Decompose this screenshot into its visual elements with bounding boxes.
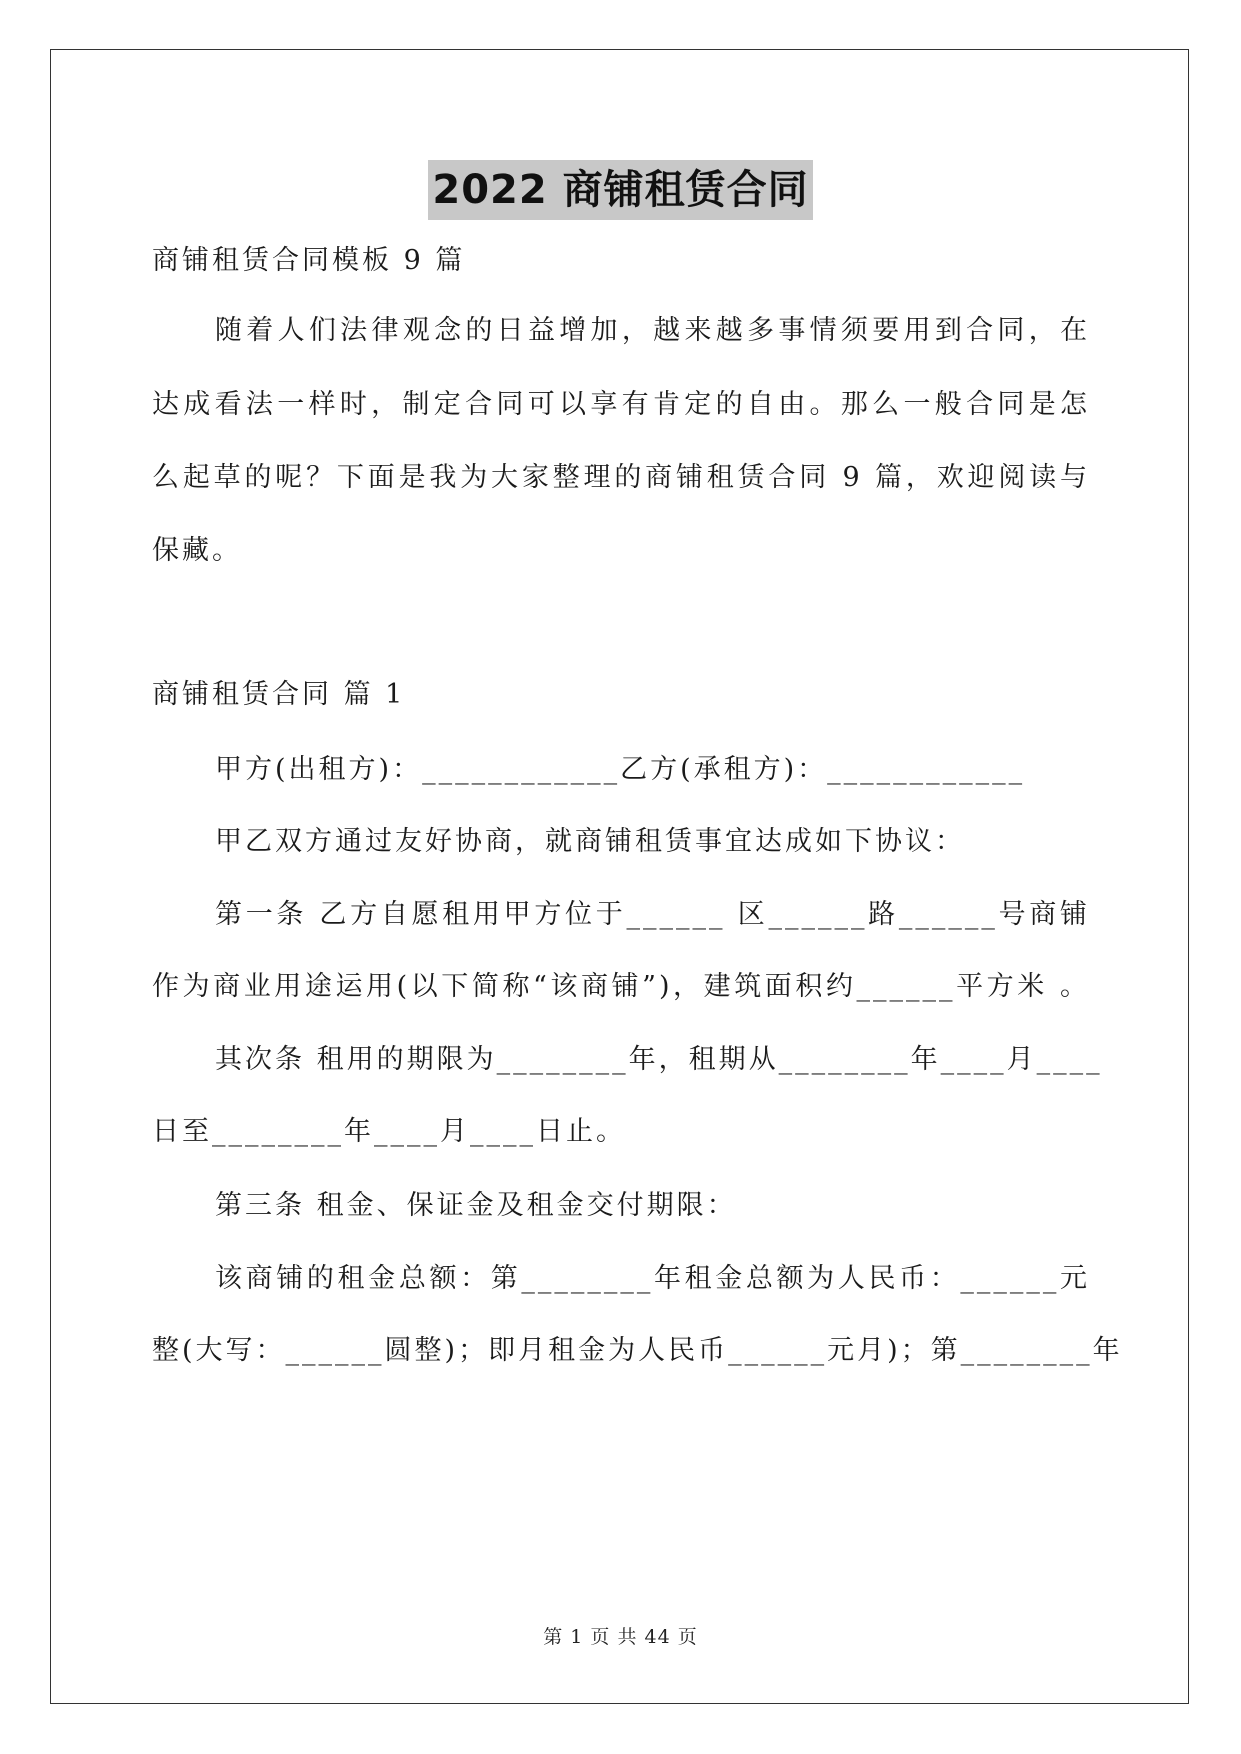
intro-line-1: 随着人们法律观念的日益增加，越来越多事情须要用到合同，在	[215, 315, 1090, 346]
document-title-text: 2022 商铺租赁合同	[428, 160, 812, 220]
contract-parties-line: 甲方(出租方)：____________乙方(承租方)：____________	[215, 754, 1026, 785]
article-3-heading: 第三条 租金、保证金及租金交付期限：	[215, 1190, 737, 1221]
section-heading: 商铺租赁合同 篇 1	[152, 679, 406, 710]
intro-line-4: 保藏。	[152, 535, 242, 566]
intro-line-2: 达成看法一样时，制定合同可以享有肯定的自由。那么一般合同是怎	[152, 389, 1090, 420]
document-title	[0, 160, 1241, 220]
article-1-line-1: 第一条 乙方自愿租用甲方位于______ 区______路______号商铺	[215, 899, 1090, 930]
page-number: 第 1 页 共 44 页	[543, 1626, 698, 1648]
article-3-line-2: 整(大写：______圆整)；即月租金为人民币______元月)；第________年	[152, 1335, 1123, 1366]
contract-agreement-line: 甲乙双方通过友好协商，就商铺租赁事宜达成如下协议：	[215, 826, 965, 857]
article-2-line-2: 日至________年____月____日止。	[152, 1116, 626, 1147]
article-1-line-2: 作为商业用途运用(以下简称“该商铺”)，建筑面积约______平方米 。	[152, 971, 1090, 1002]
article-2-line-1: 其次条 租用的期限为________年，租期从________年____月____	[215, 1044, 1103, 1075]
document-subtitle: 商铺租赁合同模板 9 篇	[152, 245, 466, 276]
intro-line-3: 么起草的呢？下面是我为大家整理的商铺租赁合同 9 篇，欢迎阅读与	[152, 462, 1090, 493]
page-border	[50, 49, 1189, 1704]
article-3-line-1: 该商铺的租金总额：第________年租金总额为人民币：______元	[215, 1263, 1090, 1294]
